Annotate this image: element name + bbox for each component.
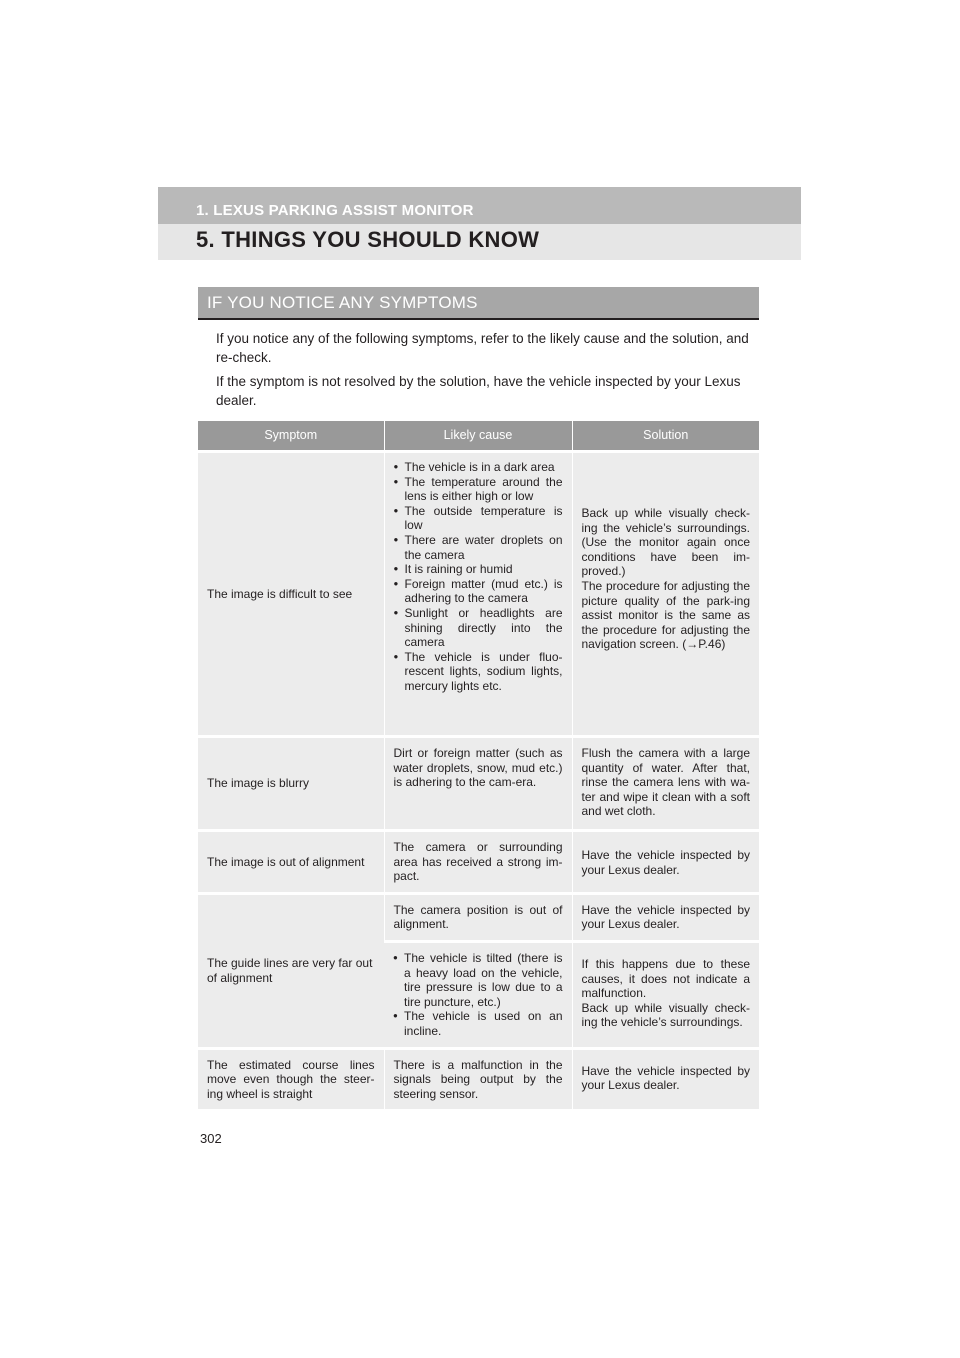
solution-cell: Flush the camera with a large quantity of water. After that, rinse the camera lens with wa-ter and wipe it clean with a soft and wet cloth. <box>572 737 759 831</box>
table-row <box>198 737 759 831</box>
symptom-cell: The guide lines are very far out of alignment <box>198 893 384 1048</box>
table-row <box>198 1048 759 1109</box>
cause-cell: There is a malfunction in the signals being output by the steering sensor. <box>384 1048 572 1109</box>
solution-cell: Have the vehicle inspected by your Lexus dealer. <box>572 1048 759 1109</box>
list-item: ● The vehicle is used on an incline. <box>393 1009 563 1038</box>
cause-list <box>394 460 563 694</box>
solution-text: Back up while visually check-ing the vehicle’s surroundings. <box>581 1000 750 1030</box>
list-item: ● There are water droplets on the camera <box>394 533 563 562</box>
table-header-row <box>198 421 759 452</box>
list-item: ● Foreign matter (mud etc.) is adhering to the camera <box>394 577 563 606</box>
symptom-cell: The image is blurry <box>198 737 384 831</box>
solution-text: The procedure for adjusting the picture quality of the park-ing assist monitor is the same as the procedure for adjusting the navigation screen. (→P.46) <box>581 578 750 652</box>
list-item: ● The vehicle is tilted (there is a heavy load on the vehicle, tire pressure is low due to a tire puncture, etc.) <box>393 951 563 1009</box>
symptom-cell: The estimated course lines move even though the steer-ing wheel is straight <box>198 1048 384 1109</box>
solution-cell <box>572 941 759 1048</box>
list-item: ● The outside temperature is low <box>394 504 563 533</box>
cause-cell: The camera or surrounding area has received a strong im-pact. <box>384 831 572 894</box>
cause-cell: Dirt or foreign matter (such as water droplets, snow, mud etc.) is adhering to the cam-era. <box>384 737 572 831</box>
symptoms-table <box>198 421 759 1109</box>
header-solution: Solution <box>572 421 759 452</box>
table-row <box>198 893 759 941</box>
subsection-title: IF YOU NOTICE ANY SYMPTOMS <box>207 293 478 312</box>
solution-cell <box>572 452 759 737</box>
table-row <box>198 452 759 737</box>
intro-paragraph-2: If the symptom is not resolved by the solution, have the vehicle inspected by your Lexus dealer. <box>216 374 741 408</box>
page-number: 302 <box>200 1131 222 1146</box>
cause-cell <box>384 941 572 1048</box>
cause-cell: The camera position is out of alignment. <box>384 893 572 941</box>
header-symptom: Symptom <box>198 421 384 452</box>
list-item: ● The vehicle is under fluo-rescent lights, sodium lights, mercury lights etc. <box>394 650 563 694</box>
list-item: ● The temperature around the lens is either high or low <box>394 475 563 504</box>
cause-cell <box>384 452 572 737</box>
table-row <box>198 831 759 894</box>
chapter-header-bar <box>158 187 801 224</box>
symptom-cell: The image is out of alignment <box>198 831 384 894</box>
section-header-bar <box>158 224 801 260</box>
list-item: ● The vehicle is in a dark area <box>394 460 563 475</box>
section-title: 5. THINGS YOU SHOULD KNOW <box>196 227 540 252</box>
list-item: ● Sunlight or headlights are shining directly into the camera <box>394 606 563 650</box>
solution-text: If this happens due to these causes, it does not indicate a malfunction. <box>581 956 750 1001</box>
list-item: ● It is raining or humid <box>394 562 563 577</box>
cause-list <box>393 951 563 1039</box>
solution-cell: Have the vehicle inspected by your Lexus dealer. <box>572 831 759 894</box>
symptom-cell: The image is difficult to see <box>198 452 384 737</box>
solution-text: Back up while visually check-ing the vehicle’s surroundings. (Use the monitor again once conditions have been im-proved.) <box>581 506 750 579</box>
chapter-title: 1. LEXUS PARKING ASSIST MONITOR <box>196 202 474 219</box>
header-likely-cause: Likely cause <box>384 421 572 452</box>
subsection-header <box>198 287 759 320</box>
intro-paragraph-1: If you notice any of the following symptoms, refer to the likely cause and the solution, and re-check. <box>216 331 749 365</box>
solution-cell: Have the vehicle inspected by your Lexus dealer. <box>572 893 759 941</box>
